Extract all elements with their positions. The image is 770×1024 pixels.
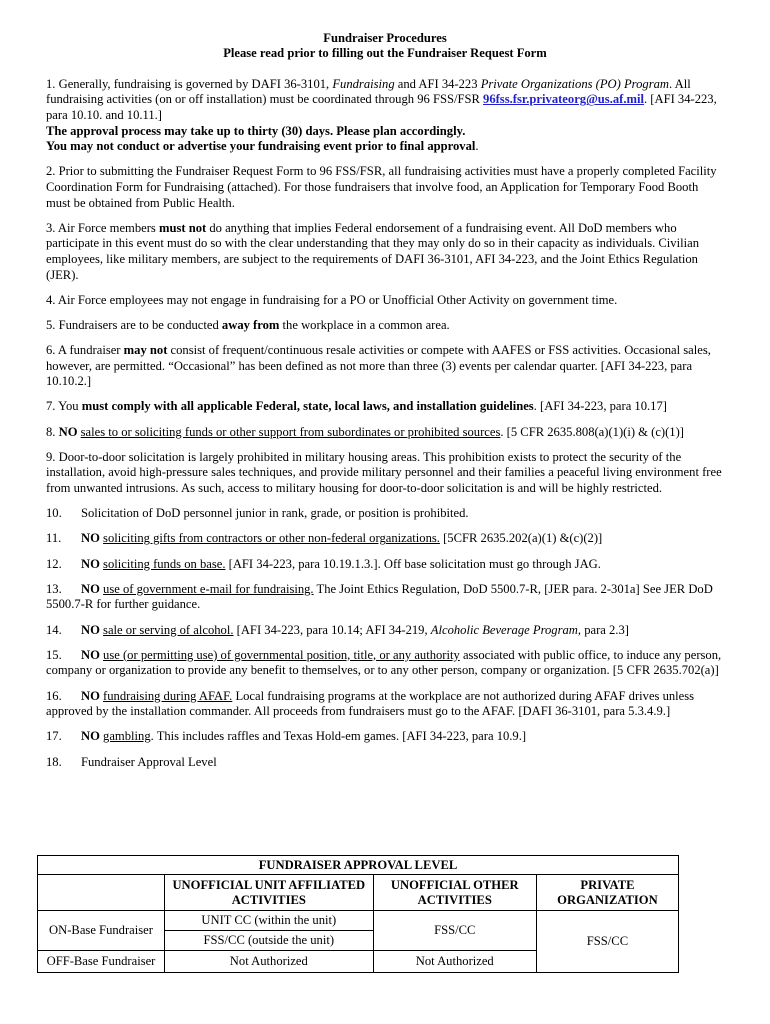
paragraph-16: 16. NO fundraising during AFAF. Local fundraising programs at the workplace are not authorized during AFAF drives unless approved by the installation commander. All proceeds from fundraisers must go to the AFAF. [DAFI 36-3101, para 5.3.4.9.] — [46, 688, 695, 719]
paragraph-6: 6. A fundraiser may not consist of frequent/continuous resale activities or compete with AAFES or FSS activities. Occasional sales, however, are permitted. “Occasional” has been defined as not more than three (3) events per calendar quarter. [AFI 34-223, para 10.10.2.] — [46, 343, 711, 389]
paragraph-5: 5. Fundraisers are to be conducted away from the workplace in a common area. — [46, 317, 450, 332]
table-title: FUNDRAISER APPROVAL LEVEL — [38, 856, 679, 875]
cell-on-base-other: FSS/CC — [373, 911, 536, 951]
cell-off-base-other: Not Authorized — [373, 951, 536, 973]
cell-off-base-unit: Not Authorized — [164, 951, 373, 973]
paragraph-13: 13. NO use of government e-mail for fundraising. The Joint Ethics Regulation, DoD 5500.7-R, [JER para. 2-301a] See JER DoD 5500.7-R for further guidance. — [46, 581, 713, 612]
paragraph-1: 1. Generally, fundraising is governed by DAFI 36-3101, Fundraising and AFI 34-223 Private Organizations (PO) Program. All fundraising activities (on or off installation) must be coordinated through 96 FSS/FSR 96fss.fsr.privateorg@us.af.mil. [AFI 34-223, para 10.10. and 10.11.] The approval process may take up to thirty (30) days. Please plan accordingly. You may not conduct or advertise your fundraising event prior to final approval. — [46, 76, 717, 154]
paragraph-2: 2. Prior to submitting the Fundraiser Request Form to 96 FSS/FSR, all fundraising activities must have a properly completed Facility Coordination Form for Fundraising (attached). For those fundraisers that involve food, an Application for Temporary Food Booth must be obtained from Public Health. — [46, 164, 717, 210]
table-title-row — [38, 856, 679, 875]
paragraph-12: 12. NO soliciting funds on base. [AFI 34-223, para 10.19.1.3.]. Off base solicitation must go through JAG. — [46, 556, 601, 571]
cell-private-org: FSS/CC — [536, 911, 678, 973]
table-row — [38, 911, 679, 931]
table-header-other: UNOFFICIAL OTHER ACTIVITIES — [373, 875, 536, 911]
paragraph-10: 10. Solicitation of DoD personnel junior in rank, grade, or position is prohibited. — [46, 506, 469, 521]
email-link[interactable]: 96fss.fsr.privateorg@us.af.mil — [483, 92, 644, 107]
title-line-2: Please read prior to filling out the Fundraiser Request Form — [223, 46, 547, 61]
table-header-private: PRIVATE ORGANIZATION — [536, 875, 678, 911]
title-line-1: Fundraiser Procedures — [323, 31, 447, 45]
document-title — [46, 31, 724, 62]
table-header-empty — [38, 875, 165, 911]
cell-fss-cc: FSS/CC (outside the unit) — [164, 931, 373, 951]
row-label-on-base: ON-Base Fundraiser — [38, 911, 165, 951]
paragraph-14: 14. NO sale or serving of alcohol. [AFI 34-223, para 10.14; AFI 34-219, Alcoholic Beverage Program, para 2.3] — [46, 622, 629, 637]
approval-level-table — [37, 855, 679, 973]
paragraph-11: 11. NO soliciting gifts from contractors or other non-federal organizations. [5CFR 2635.202(a)(1) &(c)(2)] — [46, 531, 603, 546]
paragraph-15: 15. NO use (or permitting use) of governmental position, title, or any authority associated with public office, to induce any person, company or organization to provide any benefit to themselves, or to any other person, company or organization. [5 CFR 2635.702(a)] — [46, 647, 722, 678]
table-header-row — [38, 875, 679, 911]
table-header-unit: UNOFFICIAL UNIT AFFILIATED ACTIVITIES — [164, 875, 373, 911]
document-page — [46, 31, 724, 780]
paragraph-3: 3. Air Force members must not do anything that implies Federal endorsement of a fundraising event. All DoD members who participate in this event must do so with the clear understanding that they may only do so in their capacity as individuals. Civilian employees, like military members, are subject to the requirements of DAFI 36-3101, AFI 34-223, and the Joint Ethics Regulation (JER). — [46, 220, 699, 282]
paragraph-7: 7. You must comply with all applicable Federal, state, local laws, and installation guidelines. [AFI 34-223, para 10.17] — [46, 399, 667, 414]
paragraph-18: 18. Fundraiser Approval Level — [46, 754, 217, 769]
cell-unit-cc: UNIT CC (within the unit) — [164, 911, 373, 931]
paragraph-4: 4. Air Force employees may not engage in fundraising for a PO or Unofficial Other Activity on government time. — [46, 292, 618, 307]
row-label-off-base: OFF-Base Fundraiser — [38, 951, 165, 973]
paragraph-9: 9. Door-to-door solicitation is largely prohibited in military housing areas. This prohibition exists to protect the security of the installation, avoid high-pressure sales techniques, and provide military personnel and their families a peaceful living environment free from unwanted intrusions. As such, access to military housing for door-to-door solicitation is and will be highly restricted. — [46, 449, 722, 496]
paragraph-17: 17. NO gambling. This includes raffles and Texas Hold-em games. [AFI 34-223, para 10.9.] — [46, 729, 527, 744]
paragraph-8: 8. NO sales to or soliciting funds or other support from subordinates or prohibited sources. [5 CFR 2635.808(a)(1)(i) & (c)(1)] — [46, 424, 684, 439]
